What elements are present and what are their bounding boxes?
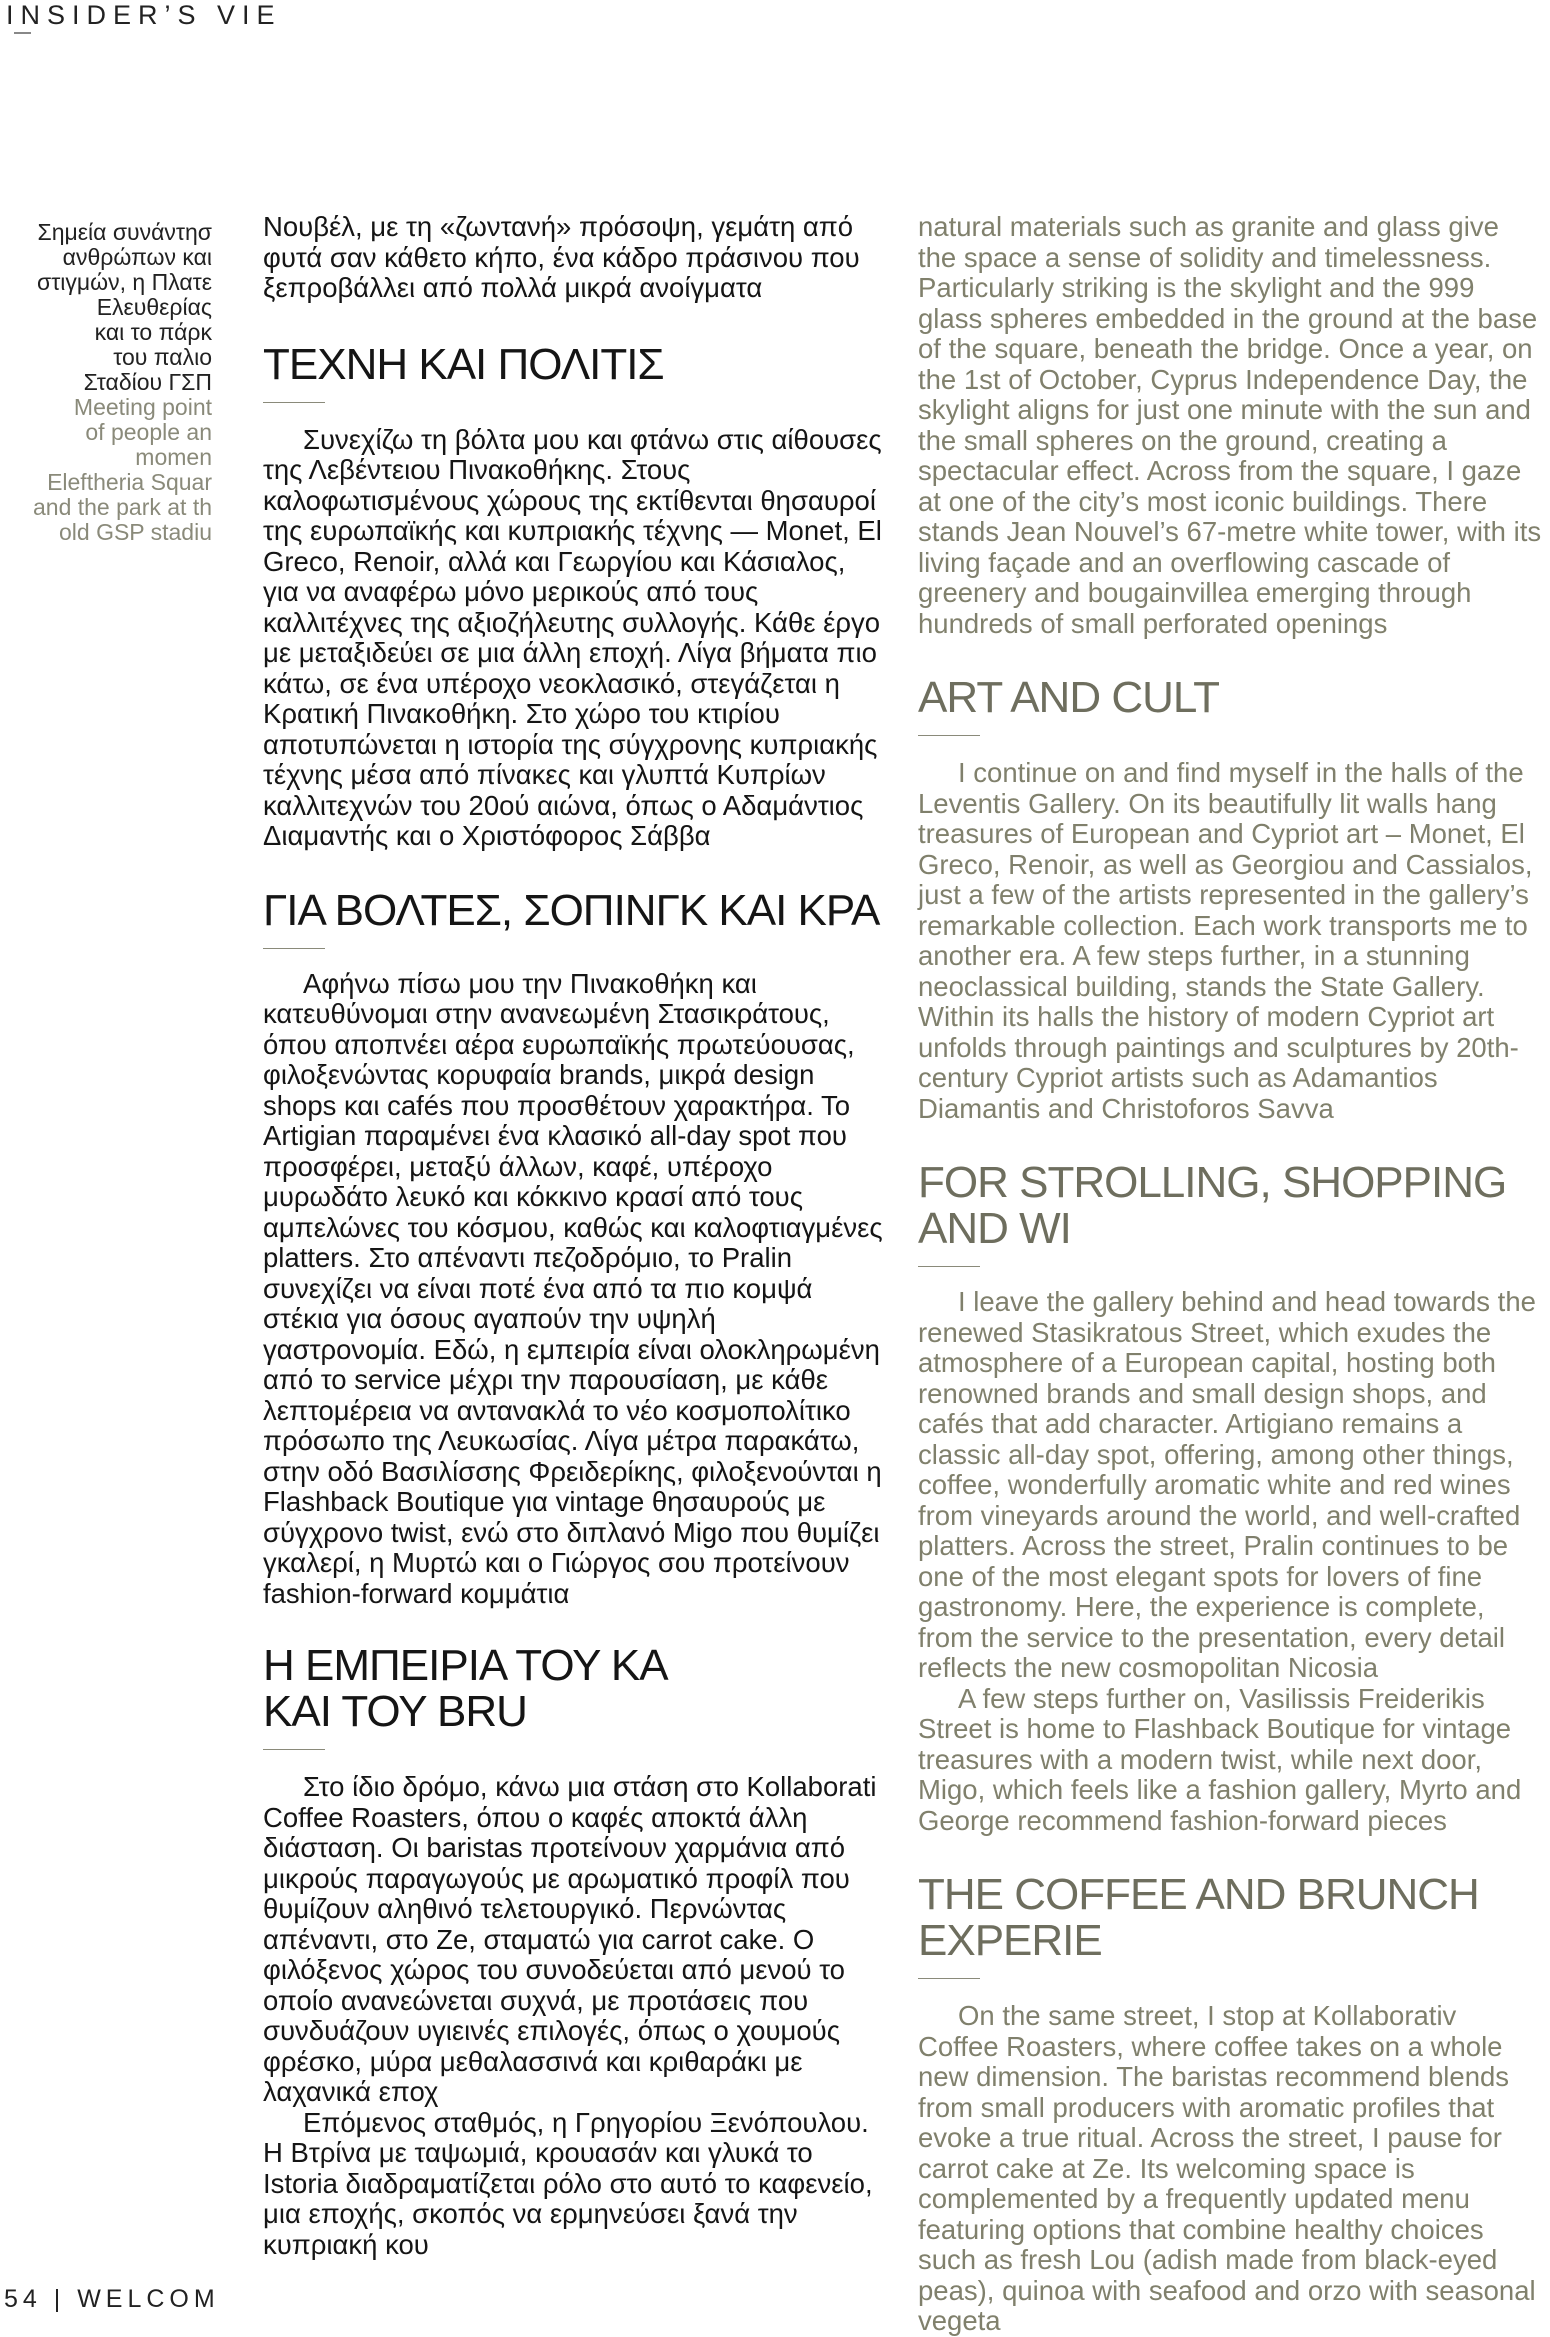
english-paragraph-coffee: On the same street, I stop at Kollaborativ Coffee Roasters, where coffee takes on a whole new dimension. The baristas recommend blends from small producers with aromatic profiles that evoke a true ritual. Across the street, I pause for carrot cake at Ze. Its welcoming space is complemented by a frequently updated menu featuring options that combine healthy choices such as fresh Lou (adish made from black-eyed peas), quinoa with seafood and orzo with seasonal vegeta (918, 2000, 1536, 2336)
heading-rule (263, 948, 325, 949)
header-underline (14, 32, 31, 34)
english-paragraph-art: I continue on and find myself in the halls of the Leventis Gallery. On its beautifully lit walls hang treasures of European and Cypriot art – Monet, El Greco, Renoir, as well as Georgiou and Cassialos, just a few of the artists represented in the gallery’s remarkable collection. Each work transports me to another era. A few steps further, in a stunning neoclassical building, stands the State Gallery. Within its halls the history of modern Cypriot art unfolds through paintings and sculptures by 20th-century Cypriot artists such as Adamantios Diamantis and Christoforos Savva (918, 757, 1533, 1124)
greek-heading-coffee-line2: ΚΑΙ ΤΟΥ BRU (263, 1687, 527, 1736)
english-intro-paragraph: natural materials such as granite and glass give the space a sense of solidity and timelessness. Particularly striking is the skylight and the 999 glass spheres embedded in the ground at the base of the square, beneath the bridge. Once a year, on the 1st of October, Cyprus Independence Day, the skylight aligns for just one minute with the sun and the small spheres on the ground, creating a spectacular effect. Across from the square, I gaze at one of the city’s most iconic buildings. There stands Jean Nouvel’s 67-metre white tower, with its living façade and an overflowing cascade of greenery and bougainvillea emerging through hundreds of small perforated openings (918, 211, 1542, 639)
pull-quote-english-line: Meeting point (73, 394, 212, 420)
english-paragraph-shopping: I leave the gallery behind and head towards the renewed Stasikratous Street, which exudes the atmosphere of a European capital, hosting both renowned brands and small design shops, and cafés that add character. Artigiano remains a classic all-day spot, offering, among other things, coffee, wonderfully aromatic white and red wines from vineyards around the world, and well-crafted platters. Across the street, Pralin continues to be one of the most elegant spots for lovers of fine gastronomy. Here, the experience is complete, from the service to the presentation, every detail reflects the new cosmopolitan Nicosia (918, 1286, 1536, 1683)
greek-paragraph-art: Συνεχίζω τη βόλτα μου και φτάνω στις αίθουσες της Λεβέντειου Πινακοθήκης. Στους καλοφωτισμένους χώρους της εκτίθενται θησαυροί της ευρωπαϊκής και κυπριακής τέχνης — Monet, El Greco, Renoir, αλλά και Γεωργίου και Κάσιαλος, για να αναφέρω μόνο μερικούς από τους καλλιτέχνες της αξιοζήλευτης συλλογής. Κάθε έργο με μεταξιδεύει σε μια άλλη εποχή. Λίγα βήματα πιο κάτω, σε ένα υπέροχο νεοκλασικό, στεγάζεται η Κρατική Πινακοθήκη. Στο χώρο του κτιρίου αποτυπώνεται η ιστορία της σύγχρονης κυπριακής τέχνης μέσα από πίνακες και γλυπτά Κυπρίων καλλιτεχνών του 20ού αιώνα, όπως ο Αδαμάντιος Διαμαντής και ο Χριστόφορος Σάββα (263, 423, 882, 851)
pull-quote-english-line: momen (135, 444, 212, 470)
greek-paragraph-shopping: Αφήνω πίσω μου την Πινακοθήκη και κατευθύνομαι στην ανανεωμένη Στασικράτους, όπου αποπνέει αέρα ευρωπαϊκής πρωτεύουσας, φιλοξενώντας κορυφαία brands, μικρά design shops και cafés που προσθέτουν χαρακτήρα. Το Artigian παραμένει ένα κλασικό all-day spot που προσφέρει, μεταξύ άλλων, καφέ, υπέροχο μυρωδάτο λευκό και κόκκινο κρασί από τους αμπελώνες του κόσμου, καθώς και καλοφτιαγμένες platters. Στο απέναντι πεζοδρόμιο, το Pralin συνεχίζει να είναι ποτέ ένα από τα πιο κομψά στέκια για όσους αγαπούν την υψηλή γαστρονομία. Εδώ, η εμπειρία είναι ολοκληρωμένη από το service μέχρι την παρουσίαση, με κάθε λεπτομέρεια να αντανακλά το νέο κοσμοπολίτικο πρόσωπο της Λευκωσίας. Λίγα μέτρα παρακάτω, στην οδό Βασιλίσσης Φρειδερίκης, φιλοξενούνται η Flashback Boutique για vintage θησαυρούς με σύγχρονο twist, ενώ στο διπλανό Migo που θυμίζει γκαλερί, η Μυρτώ και ο Γιώργος σου προτείνουν fashion-forward κομμάτια (263, 967, 883, 1609)
english-heading-shopping: FOR STROLLING, SHOPPING AND WI (918, 1158, 1507, 1253)
heading-rule (263, 402, 325, 403)
pull-quote-greek-line: στιγμών, η Πλατε (37, 269, 212, 295)
page-footer: 54 | WELCOM (4, 2285, 220, 2313)
pull-quote-greek-line: Ελευθερίας (96, 294, 212, 320)
pull-quote-greek-line: Σταδίου ΓΣΠ (83, 369, 212, 395)
greek-paragraph-next-stop: Επόμενος σταθμός, η Γρηγορίου Ξενόπουλου. Η Βτρίνα με ταψωμιά, κρουασάν και γλυκά το Istoria διαδραματίζεται ρόλο στο αυτό το καφενείο, μια εποχής, σκοπός να ερμηνεύσει ξανά την κυπριακή κου (263, 2106, 873, 2260)
pull-quote-greek-line: ανθρώπων και (62, 244, 212, 270)
pull-quote-english-line: old GSP stadiu (58, 519, 212, 545)
greek-paragraph-coffee: Στο ίδιο δρόμο, κάνω μια στάση στο Kollaborati Coffee Roasters, όπου ο καφές αποκτά άλλη διάσταση. Οι baristas προτείνουν χαρμάνια από μικρούς παραγωγούς με αρωματικό προφίλ που θυμίζουν αληθινό τελετουργικό. Περνώντας απέναντι, στο Ze, σταματώ για carrot cake. Ο φιλόξενος χώρος του συνοδεύεται από μενού το οποίο ανανεώνεται συχνά, με προτάσεις που συνδυάζουν υγιεινές επιλογές, όπως ο χουμούς φρέσκο, μύρα μεθαλασσινά και κριθαράκι με λαχανικά εποχ (263, 1771, 877, 2107)
greek-heading-coffee-line1: Η ΕΜΠΕΙΡΙΑ ΤΟΥ ΚΑ (263, 1641, 668, 1690)
pull-quote-greek-line: Σημεία συνάντησ (37, 219, 212, 245)
greek-heading-shopping: ΓΙΑ ΒΟΛΤΕΣ, ΣΟΠΙΝΓΚ ΚΑΙ ΚΡΑ (263, 885, 880, 935)
heading-rule (918, 1978, 980, 1979)
english-paragraph-boutiques: A few steps further on, Vasilissis Freiderikis Street is home to Flashback Boutique for vintage treasures with a modern twist, while next door, Migo, which feels like a fashion gallery, Myrto and George recommend fashion-forward pieces (918, 1682, 1522, 1836)
pull-quote-english-line: and the park at th (32, 494, 212, 520)
pull-quote-english-line: Eleftheria Squar (47, 469, 212, 495)
english-column (918, 212, 1543, 2337)
pull-quote-english-line: of people an (85, 419, 212, 445)
pull-quote (6, 220, 212, 545)
heading-rule (263, 1749, 325, 1750)
english-heading-art-culture: ART AND CULT (918, 673, 1219, 722)
greek-column (263, 212, 883, 2260)
heading-rule (918, 1266, 980, 1267)
pull-quote-greek-line: και το πάρκ (94, 319, 212, 345)
english-heading-coffee: THE COFFEE AND BRUNCH EXPERIE (918, 1870, 1479, 1965)
pull-quote-greek-line: του παλιο (113, 344, 212, 370)
heading-rule (918, 735, 980, 736)
section-header: INSIDER’S VIE (6, 0, 282, 30)
greek-intro-paragraph: Νουβέλ, με τη «ζωντανή» πρόσοψη, γεμάτη από φυτά σαν κάθετο κήπο, ένα κάδρο πράσινου που ξεπροβάλλει από πολλά μικρά ανοίγματα (263, 211, 860, 303)
greek-heading-art-culture: ΤΕΧΝΗ ΚΑΙ ΠΟΛΙΤΙΣ (263, 339, 664, 389)
